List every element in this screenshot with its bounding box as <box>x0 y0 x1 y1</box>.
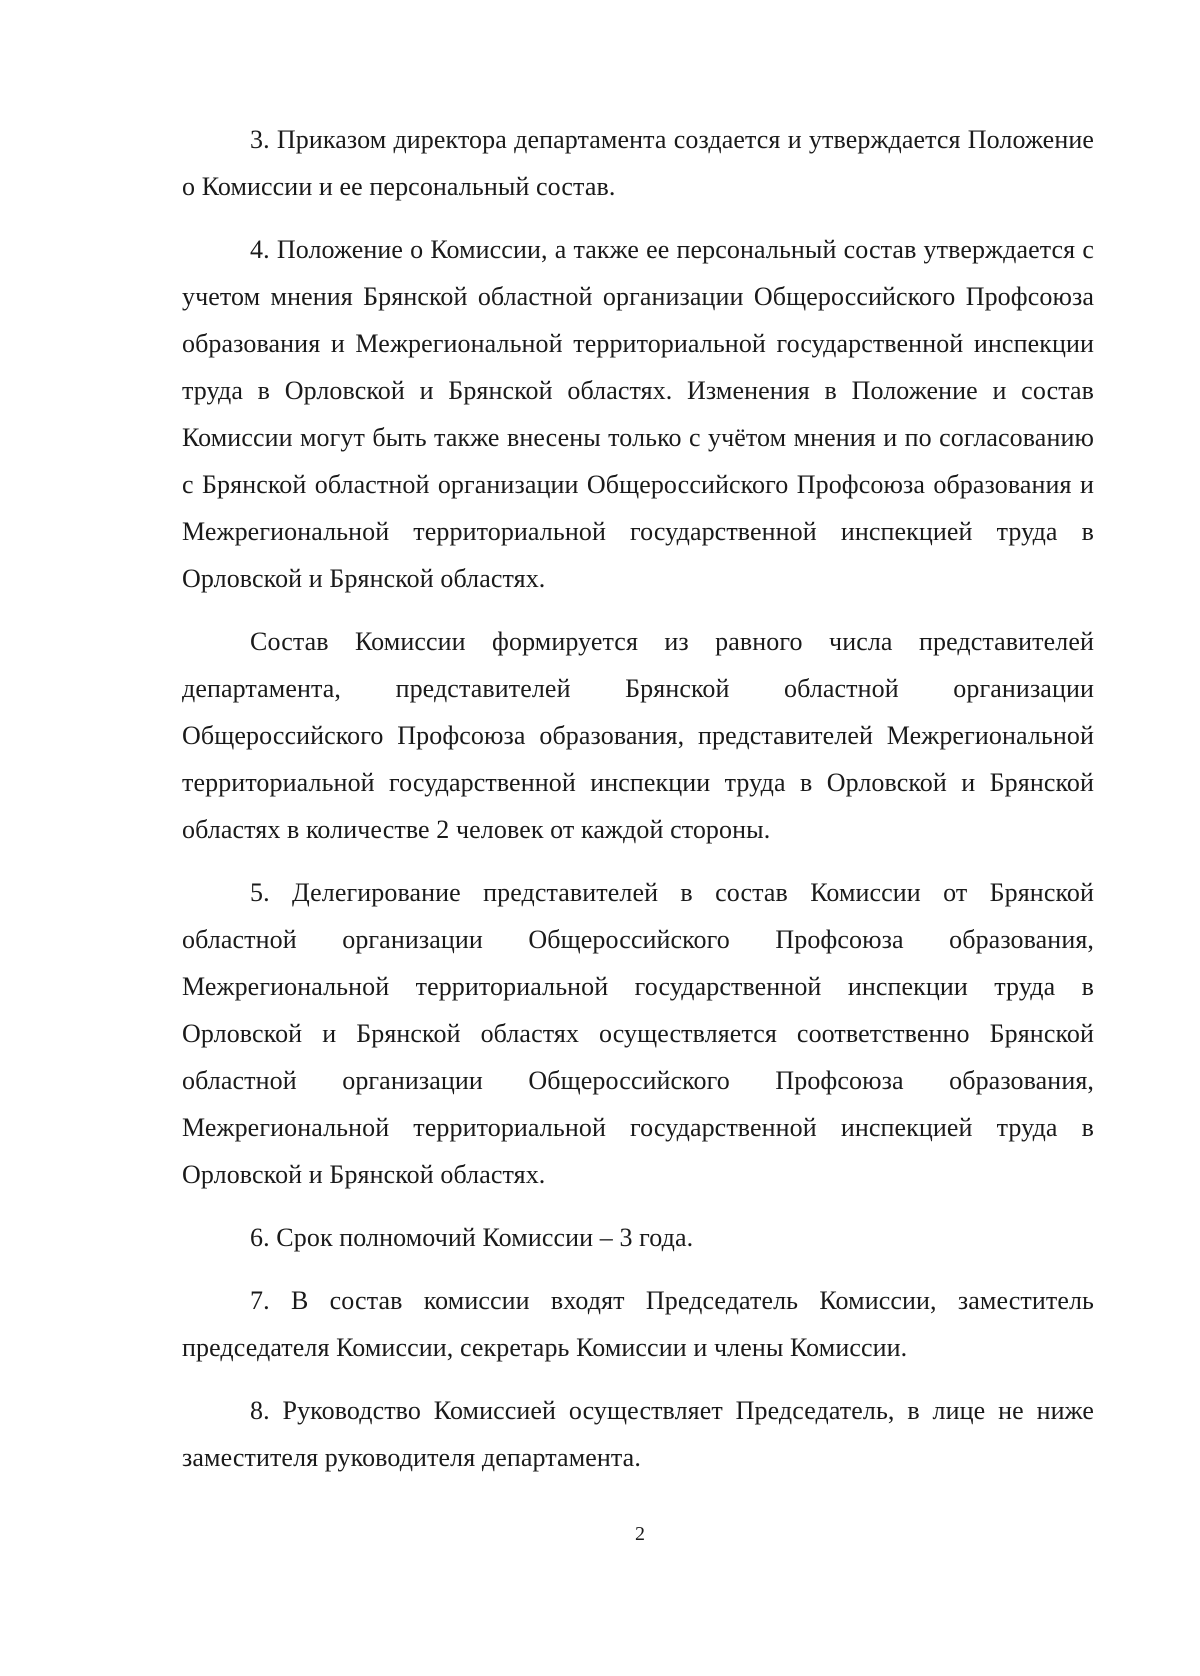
page-number: 2 <box>635 1523 645 1545</box>
paragraph-item-5: 5. Делегирование представителей в состав Комиссии от Брянской областной организации Общероссийского Профсоюза образования, Межрегиональной территориальной государственной инспекции труда в Орловской и Брянской областях осуществляется соответственно Брянской областной организации Общероссийского Профсоюза образования, Межрегиональной территориальной государственной инспекцией труда в Орловской и Брянской областях. <box>182 878 1094 1189</box>
paragraph-item-7: 7. В состав комиссии входят Председатель Комиссии, заместитель председателя Комиссии, секретарь Комиссии и члены Комиссии. <box>182 1286 1094 1362</box>
document-body <box>182 116 1094 1481</box>
paragraph-item-6: 6. Срок полномочий Комиссии – 3 года. <box>250 1223 694 1252</box>
paragraph-item-3: 3. Приказом директора департамента создается и утверждается Положение о Комиссии и ее персональный состав. <box>182 125 1094 201</box>
paragraph-item-4: 4. Положение о Комиссии, а также ее персональный состав утверждается с учетом мнения Брянской областной организации Общероссийского Профсоюза образования и Межрегиональной территориальной государственной инспекции труда в Орловской и Брянской областях. Изменения в Положение и состав Комиссии могут быть также внесены только с учётом мнения и по согласованию с Брянской областной организации Общероссийского Профсоюза образования и Межрегиональной территориальной государственной инспекцией труда в Орловской и Брянской областях. <box>182 235 1094 593</box>
paragraph-commission-composition: Состав Комиссии формируется из равного числа представителей департамента, представителей Брянской областной организации Общероссийского Профсоюза образования, представителей Межрегиональной территориальной государственной инспекции труда в Орловской и Брянской областях в количестве 2 человек от каждой стороны. <box>182 627 1094 844</box>
paragraph-item-8: 8. Руководство Комиссией осуществляет Председатель, в лице не ниже заместителя руководителя департамента. <box>182 1396 1094 1472</box>
